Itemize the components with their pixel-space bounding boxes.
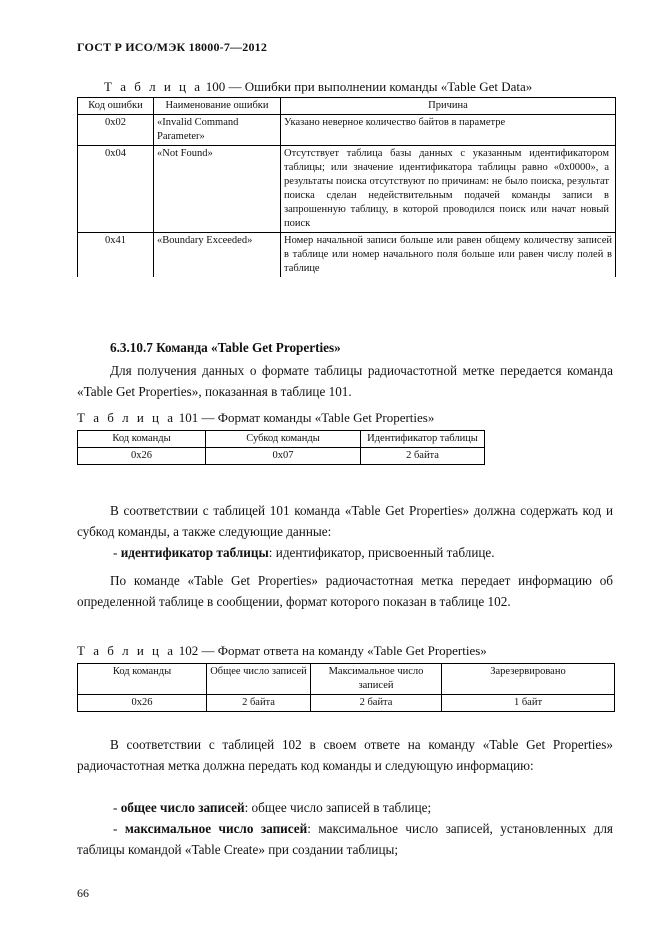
table-header-row [78, 431, 485, 448]
table-row [78, 448, 485, 465]
table101-caption-text: 101 — Формат команды «Table Get Properties» [178, 410, 435, 425]
list-dash: - [113, 821, 118, 836]
value-cell: 1 байт [442, 695, 615, 712]
table101-caption-label: Т а б л и ц а [77, 410, 176, 425]
table100-caption [104, 79, 532, 95]
error-code-cell: 0x04 [78, 146, 154, 233]
table100-caption-label: Т а б л и ц а [104, 79, 203, 94]
table-row [78, 695, 615, 712]
list-text: : идентификатор, присвоенный таблице. [268, 545, 495, 560]
header-cell: Зарезервировано [442, 664, 615, 695]
header-cell: Код ошибки [78, 98, 154, 115]
list-dash: - [113, 800, 118, 815]
list-term: общее число записей [120, 800, 245, 815]
value-cell: 2 байта [361, 448, 485, 465]
header-cell: Субкод команды [206, 431, 361, 448]
page-number: 66 [77, 886, 89, 900]
paragraph: В соответствии с таблицей 102 в своем ответе на команду «Table Get Properties» радиочастотная метка должна передать код команды и следующую информацию: [77, 737, 613, 773]
value-cell: 0x26 [78, 695, 207, 712]
table102-caption [77, 643, 487, 659]
table-row [78, 115, 616, 146]
header-cell: Идентификатор таблицы [361, 431, 485, 448]
running-header: ГОСТ Р ИСО/МЭК 18000-7—2012 [77, 40, 268, 54]
error-reason-cell: Отсутствует таблица базы данных с указанным идентификатором таблицы; или значение идентификатора таблицы равно «0x0000», а результаты поиска отсутствуют по причинам: не было поиска, результат поиска сделан недействительным подачей команды записи в запрошенную таблицу, в которой проводился поиск или начат новый поиск [281, 146, 616, 233]
table100-caption-text: 100 — Ошибки при выполнении команды «Table Get Data» [205, 79, 533, 94]
error-name-cell: «Invalid Command Parameter» [154, 115, 281, 146]
table-header-row [78, 98, 616, 115]
value-cell: 0x26 [78, 448, 206, 465]
list-text: : общее число записей в таблице; [244, 800, 432, 815]
header-cell: Наименование ошибки [154, 98, 281, 115]
list-item [77, 818, 613, 860]
header-cell: Код команды [78, 431, 206, 448]
table102-caption-label: Т а б л и ц а [77, 643, 176, 658]
table-header-row [78, 664, 615, 695]
list-term: максимальное число записей [124, 821, 308, 836]
paragraph: В соответствии с таблицей 101 команда «Table Get Properties» должна содержать код и субкод команды, а также следующие данные: [77, 503, 613, 539]
list-term: идентификатор таблицы [120, 545, 269, 560]
list-dash: - [113, 545, 118, 560]
table102-caption-text: 102 — Формат ответа на команду «Table Get Properties» [178, 643, 487, 658]
table101-caption [77, 410, 434, 426]
value-cell: 0x07 [206, 448, 361, 465]
section-heading: 6.3.10.7 Команда «Table Get Properties» [110, 340, 341, 355]
error-name-cell: «Not Found» [154, 146, 281, 233]
table-101 [77, 430, 485, 465]
error-code-cell: 0x02 [78, 115, 154, 146]
list-text: : максимальное число записей, установленных для таблицы командой «Table Create» при создании таблицы; [77, 821, 613, 857]
paragraph: Для получения данных о формате таблицы радиочастотной метке передается команда «Table Get Properties», показанная в таблице 101. [77, 363, 613, 399]
error-name-cell: «Boundary Exceeded» [154, 233, 281, 278]
table-row [78, 233, 616, 278]
header-cell: Код команды [78, 664, 207, 695]
paragraph: По команде «Table Get Properties» радиочастотная метка передает информацию об определенной таблице в сообщении, формат которого показан в таблице 102. [77, 573, 613, 609]
error-reason-cell: Номер начальной записи больше или равен общему количеству записей в таблице или номер начального поля больше или равен числу полей в таблице [281, 233, 616, 278]
header-cell: Общее число записей [207, 664, 311, 695]
header-cell: Максимальное число записей [311, 664, 442, 695]
list-item [113, 797, 431, 818]
value-cell: 2 байта [207, 695, 311, 712]
list-item [113, 542, 495, 563]
error-code-cell: 0x41 [78, 233, 154, 278]
table-row [78, 146, 616, 233]
value-cell: 2 байта [311, 695, 442, 712]
table-100 [77, 97, 616, 277]
error-reason-cell: Указано неверное количество байтов в параметре [281, 115, 616, 146]
header-cell: Причина [281, 98, 616, 115]
table-102 [77, 663, 615, 712]
